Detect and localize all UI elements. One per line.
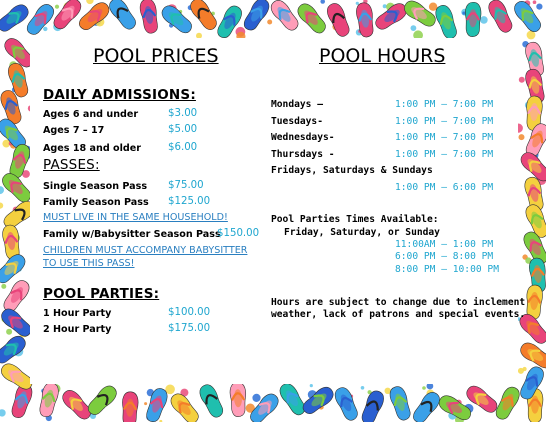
- polka-dot: [0, 186, 4, 194]
- polka-dot: [536, 4, 542, 10]
- daily-row-label: Ages 7 – 17: [43, 125, 105, 136]
- flip-flop-icon: [0, 1, 31, 34]
- party-row-price: $175.00: [168, 323, 211, 334]
- daily-row-price: $5.00: [168, 124, 198, 135]
- flip-flop-icon: [433, 3, 459, 41]
- flip-flop-icon: [230, 382, 247, 417]
- passes-heading: PASSES:: [43, 157, 100, 173]
- polka-dot: [310, 384, 313, 387]
- flip-flop-icon: [187, 0, 220, 33]
- flip-flop-icon: [465, 2, 481, 37]
- flip-flop-icon: [122, 392, 139, 422]
- flip-flop-icon: [0, 277, 32, 314]
- polka-dot: [43, 27, 47, 31]
- schedule-day: Wednesdays-: [271, 132, 335, 143]
- polka-dot: [361, 386, 365, 390]
- flip-flop-icon: [24, 1, 57, 38]
- flip-flop-icon: [410, 389, 443, 422]
- flip-flop-icon: [139, 0, 160, 34]
- schedule-time: 1:00 PM – 7:00 PM: [395, 99, 494, 110]
- polka-dot: [6, 329, 12, 335]
- pool-hours-title: POOL HOURS: [319, 45, 446, 67]
- daily-row-price: $6.00: [168, 142, 198, 153]
- daily-admissions-heading: DAILY ADMISSIONS:: [43, 87, 196, 103]
- flip-flop-icon: [277, 381, 309, 418]
- polka-dot: [462, 12, 465, 15]
- babysitter-pass-label: Family w/Babysitter Season Pass: [43, 229, 221, 240]
- flip-flop-icon: [300, 384, 337, 417]
- schedule-time: 1:00 PM – 7:00 PM: [395, 116, 494, 127]
- weekend-label: Fridays, Saturdays & Sundays: [271, 165, 433, 176]
- pool-prices-title: POOL PRICES: [93, 45, 219, 67]
- single-pass-label: Single Season Pass: [43, 181, 148, 192]
- flip-flop-icon: [0, 333, 29, 367]
- household-note: MUST LIVE IN THE SAME HOUSEHOLD!: [43, 212, 228, 223]
- polka-dot: [0, 409, 6, 416]
- polka-dot: [519, 77, 525, 83]
- disclaimer-line2: weather, lack of patrons and special events.: [271, 309, 526, 320]
- polka-dot: [519, 134, 525, 140]
- polka-dot: [518, 368, 524, 374]
- babysitter-pass-price: $150.00: [217, 228, 260, 239]
- flip-flop-icon: [388, 385, 414, 422]
- party-row-label: 2 Hour Party: [43, 324, 112, 335]
- party-times-heading: Pool Parties Times Available:: [271, 214, 439, 225]
- polka-dot: [383, 4, 387, 8]
- polka-dot: [0, 203, 3, 209]
- family-pass-label: Family Season Pass: [43, 197, 149, 208]
- daily-row-label: Ages 6 and under: [43, 109, 139, 120]
- party-days: Friday, Saturday, or Sunday: [284, 227, 440, 238]
- polka-dot: [480, 16, 488, 24]
- flip-flop-icon: [486, 0, 516, 35]
- party-row-price: $100.00: [168, 307, 211, 318]
- polka-dot: [267, 20, 272, 25]
- flip-flop-icon: [241, 0, 273, 33]
- flip-flop-icon: [295, 0, 330, 36]
- party-row-label: 1 Hour Party: [43, 308, 112, 319]
- flip-flop-icon: [268, 0, 302, 34]
- flip-flop-icon: [325, 1, 353, 39]
- family-pass-price: $125.00: [168, 196, 211, 207]
- flip-flop-icon: [37, 381, 60, 418]
- party-time-slot: 6:00 PM – 8:00 PM: [395, 251, 494, 262]
- polka-dot: [422, 386, 426, 390]
- schedule-time: 1:00 PM – 7:00 PM: [395, 149, 494, 160]
- daily-row-label: Ages 18 and older: [43, 143, 142, 154]
- schedule-day: Mondays –: [271, 99, 323, 110]
- disclaimer-line1: Hours are subject to change due to inclement: [271, 297, 526, 308]
- polka-dot: [1, 284, 6, 289]
- schedule-time: 1:00 PM – 7:00 PM: [395, 132, 494, 143]
- polka-dot: [356, 2, 359, 5]
- schedule-day: Thursdays -: [271, 149, 335, 160]
- flip-flop-icon: [518, 340, 546, 372]
- flip-flop-icon: [197, 382, 226, 420]
- polka-dot: [144, 402, 147, 405]
- flip-flop-icon: [106, 0, 139, 32]
- flip-flop-icon: [59, 387, 94, 422]
- flip-flop-icon: [493, 384, 523, 422]
- flip-flop-icon: [359, 389, 387, 422]
- single-pass-price: $75.00: [168, 180, 204, 191]
- polka-dot: [55, 5, 59, 9]
- party-time-slot: 11:00AM – 1:00 PM: [395, 239, 494, 250]
- polka-dot: [411, 25, 417, 31]
- polka-dot: [86, 0, 93, 4]
- weekend-time: 1:00 PM – 6:00 PM: [395, 182, 494, 193]
- flip-flop-icon: [332, 385, 361, 422]
- flip-flop-icon: [76, 0, 112, 33]
- babysitter-note-line1: CHILDREN MUST ACCOMPANY BABYSITTER: [43, 245, 248, 256]
- polka-dot: [320, 0, 325, 4]
- polka-dot: [252, 394, 260, 402]
- party-time-slot: 8:00 PM – 10:00 PM: [395, 264, 499, 275]
- daily-row-price: $3.00: [168, 108, 198, 119]
- pool-parties-heading: POOL PARTIES:: [43, 286, 160, 302]
- polka-dot: [533, 0, 537, 4]
- schedule-day: Tuesdays-: [271, 116, 323, 127]
- babysitter-note-line2: TO USE THIS PASS!: [43, 258, 135, 269]
